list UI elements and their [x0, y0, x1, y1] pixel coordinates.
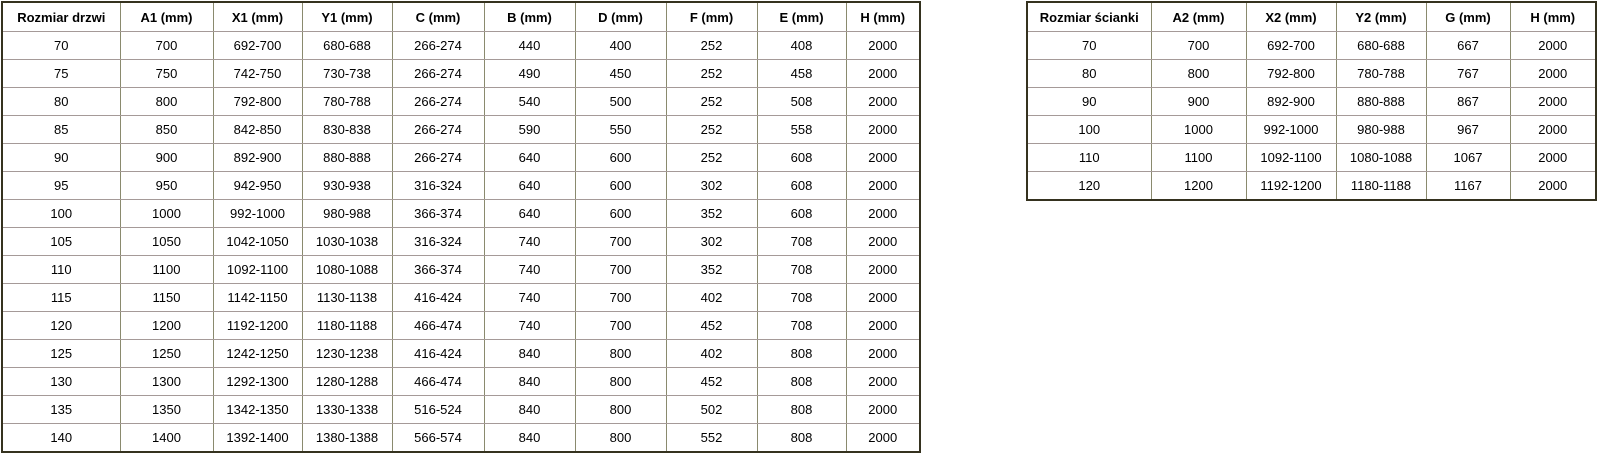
table-row: [2, 200, 920, 228]
table-cell: 1180-1188: [1336, 172, 1426, 201]
table-cell: 252: [666, 60, 757, 88]
table-cell: 110: [2, 256, 120, 284]
table-cell: 867: [1426, 88, 1510, 116]
table-cell: 416-424: [392, 284, 484, 312]
table-row: [1027, 32, 1596, 60]
table-cell: 708: [757, 284, 846, 312]
table-cell: 950: [120, 172, 213, 200]
table-cell: 366-374: [392, 200, 484, 228]
column-header: Y2 (mm): [1336, 2, 1426, 32]
table-cell: 402: [666, 284, 757, 312]
table-cell: 600: [575, 172, 666, 200]
table-cell: 70: [1027, 32, 1151, 60]
table-cell: 830-838: [302, 116, 392, 144]
table-cell: 967: [1426, 116, 1510, 144]
table-cell: 880-888: [1336, 88, 1426, 116]
table-cell: 1342-1350: [213, 396, 302, 424]
table-cell: 508: [757, 88, 846, 116]
table-cell: 1180-1188: [302, 312, 392, 340]
table-cell: 608: [757, 200, 846, 228]
table-row: [2, 60, 920, 88]
table-cell: 115: [2, 284, 120, 312]
table-row: [1027, 88, 1596, 116]
table-cell: 302: [666, 228, 757, 256]
table-cell: 2000: [846, 88, 920, 116]
table-cell: 302: [666, 172, 757, 200]
table-cell: 130: [2, 368, 120, 396]
column-header: X2 (mm): [1246, 2, 1336, 32]
table-cell: 2000: [1510, 32, 1596, 60]
table-cell: 2000: [1510, 60, 1596, 88]
table-row: [2, 144, 920, 172]
table-cell: 566-574: [392, 424, 484, 453]
table-cell: 502: [666, 396, 757, 424]
table-cell: 800: [575, 368, 666, 396]
column-header: A2 (mm): [1151, 2, 1246, 32]
table-cell: 1100: [120, 256, 213, 284]
table-cell: 1080-1088: [1336, 144, 1426, 172]
table-cell: 992-1000: [213, 200, 302, 228]
table-cell: 740: [484, 284, 575, 312]
table-cell: 640: [484, 172, 575, 200]
table-cell: 100: [2, 200, 120, 228]
table-cell: 930-938: [302, 172, 392, 200]
table-cell: 75: [2, 60, 120, 88]
table-cell: 452: [666, 312, 757, 340]
table-cell: 692-700: [1246, 32, 1336, 60]
table-cell: 110: [1027, 144, 1151, 172]
table-cell: 700: [575, 312, 666, 340]
table-cell: 730-738: [302, 60, 392, 88]
table-cell: 90: [2, 144, 120, 172]
table-cell: 266-274: [392, 144, 484, 172]
table-cell: 2000: [846, 60, 920, 88]
table-cell: 1130-1138: [302, 284, 392, 312]
table-cell: 266-274: [392, 60, 484, 88]
table-cell: 840: [484, 368, 575, 396]
table-row: [2, 396, 920, 424]
table-cell: 95: [2, 172, 120, 200]
table-cell: 780-788: [1336, 60, 1426, 88]
table-cell: 1350: [120, 396, 213, 424]
table-cell: 2000: [846, 116, 920, 144]
table-row: [2, 284, 920, 312]
table-cell: 1067: [1426, 144, 1510, 172]
table-cell: 700: [575, 228, 666, 256]
table-cell: 850: [120, 116, 213, 144]
table-cell: 880-888: [302, 144, 392, 172]
table-cell: 2000: [846, 340, 920, 368]
table-cell: 252: [666, 88, 757, 116]
table-cell: 408: [757, 32, 846, 60]
table-row: [2, 256, 920, 284]
table-cell: 640: [484, 200, 575, 228]
table-cell: 892-900: [213, 144, 302, 172]
table-cell: 140: [2, 424, 120, 453]
table-cell: 808: [757, 424, 846, 453]
table-cell: 590: [484, 116, 575, 144]
table-cell: 1167: [1426, 172, 1510, 201]
table-cell: 980-988: [302, 200, 392, 228]
column-header: Rozmiar ścianki: [1027, 2, 1151, 32]
table-cell: 1000: [120, 200, 213, 228]
table-cell: 808: [757, 368, 846, 396]
column-header: H (mm): [846, 2, 920, 32]
table-row: [2, 424, 920, 453]
table-cell: 680-688: [302, 32, 392, 60]
table-row: [2, 312, 920, 340]
table-cell: 1092-1100: [1246, 144, 1336, 172]
table-row: [1027, 144, 1596, 172]
table-cell: 840: [484, 340, 575, 368]
table-cell: 2000: [846, 256, 920, 284]
table-cell: 366-374: [392, 256, 484, 284]
column-header: E (mm): [757, 2, 846, 32]
table-row: [2, 88, 920, 116]
table-cell: 992-1000: [1246, 116, 1336, 144]
table-cell: 80: [1027, 60, 1151, 88]
table-cell: 742-750: [213, 60, 302, 88]
table-cell: 1100: [1151, 144, 1246, 172]
table-cell: 466-474: [392, 312, 484, 340]
table-cell: 608: [757, 144, 846, 172]
table-cell: 1400: [120, 424, 213, 453]
table-cell: 352: [666, 256, 757, 284]
table-cell: 700: [575, 284, 666, 312]
header-row: [1027, 2, 1596, 32]
table-row: [2, 32, 920, 60]
table-cell: 2000: [846, 200, 920, 228]
table-cell: 1150: [120, 284, 213, 312]
table-cell: 1200: [120, 312, 213, 340]
table-cell: 558: [757, 116, 846, 144]
table-cell: 252: [666, 144, 757, 172]
table-cell: 808: [757, 396, 846, 424]
table-row: [1027, 172, 1596, 201]
table-cell: 2000: [1510, 144, 1596, 172]
table-cell: 800: [575, 424, 666, 453]
table-cell: 800: [575, 396, 666, 424]
table-cell: 800: [575, 340, 666, 368]
table-cell: 700: [1151, 32, 1246, 60]
column-header: A1 (mm): [120, 2, 213, 32]
table-cell: 792-800: [1246, 60, 1336, 88]
table-cell: 1192-1200: [213, 312, 302, 340]
table-cell: 708: [757, 256, 846, 284]
table-cell: 1142-1150: [213, 284, 302, 312]
table-cell: 450: [575, 60, 666, 88]
table-cell: 1080-1088: [302, 256, 392, 284]
table-cell: 700: [575, 256, 666, 284]
table-cell: 792-800: [213, 88, 302, 116]
table-cell: 70: [2, 32, 120, 60]
table-cell: 640: [484, 144, 575, 172]
table-cell: 1292-1300: [213, 368, 302, 396]
table-cell: 840: [484, 424, 575, 453]
table-cell: 416-424: [392, 340, 484, 368]
table-cell: 252: [666, 32, 757, 60]
column-header: F (mm): [666, 2, 757, 32]
table-cell: 466-474: [392, 368, 484, 396]
table-cell: 352: [666, 200, 757, 228]
table-cell: 980-988: [1336, 116, 1426, 144]
table-cell: 550: [575, 116, 666, 144]
table-cell: 266-274: [392, 32, 484, 60]
table-cell: 2000: [1510, 88, 1596, 116]
table-cell: 1230-1238: [302, 340, 392, 368]
table-cell: 252: [666, 116, 757, 144]
table-cell: 2000: [846, 144, 920, 172]
table-cell: 266-274: [392, 88, 484, 116]
table-cell: 608: [757, 172, 846, 200]
table-cell: 740: [484, 256, 575, 284]
table-cell: 600: [575, 144, 666, 172]
table-cell: 316-324: [392, 172, 484, 200]
table-cell: 942-950: [213, 172, 302, 200]
table-row: [2, 368, 920, 396]
table-cell: 1030-1038: [302, 228, 392, 256]
table-cell: 2000: [846, 312, 920, 340]
table-cell: 1092-1100: [213, 256, 302, 284]
table-cell: 440: [484, 32, 575, 60]
table-cell: 2000: [846, 284, 920, 312]
table-cell: 740: [484, 228, 575, 256]
table-cell: 840: [484, 396, 575, 424]
table-cell: 692-700: [213, 32, 302, 60]
table-cell: 402: [666, 340, 757, 368]
table-cell: 490: [484, 60, 575, 88]
table-cell: 767: [1426, 60, 1510, 88]
table-cell: 1200: [1151, 172, 1246, 201]
table-cell: 2000: [846, 228, 920, 256]
table-cell: 708: [757, 228, 846, 256]
table-cell: 2000: [1510, 116, 1596, 144]
table-cell: 1280-1288: [302, 368, 392, 396]
table-cell: 2000: [846, 172, 920, 200]
table-cell: 266-274: [392, 116, 484, 144]
table-cell: 700: [120, 32, 213, 60]
table-cell: 2000: [846, 396, 920, 424]
table-cell: 1380-1388: [302, 424, 392, 453]
table-row: [2, 340, 920, 368]
table-cell: 1242-1250: [213, 340, 302, 368]
column-header: Rozmiar drzwi: [2, 2, 120, 32]
table-row: [1027, 116, 1596, 144]
table-cell: 900: [1151, 88, 1246, 116]
table-cell: 900: [120, 144, 213, 172]
table-cell: 600: [575, 200, 666, 228]
table-row: [2, 116, 920, 144]
table-row: [1027, 60, 1596, 88]
table-cell: 135: [2, 396, 120, 424]
table-cell: 800: [120, 88, 213, 116]
table-cell: 780-788: [302, 88, 392, 116]
table-cell: 842-850: [213, 116, 302, 144]
column-header: H (mm): [1510, 2, 1596, 32]
table-cell: 552: [666, 424, 757, 453]
table-cell: 458: [757, 60, 846, 88]
table-cell: 1392-1400: [213, 424, 302, 453]
column-header: B (mm): [484, 2, 575, 32]
table-cell: 500: [575, 88, 666, 116]
table-cell: 667: [1426, 32, 1510, 60]
table-cell: 800: [1151, 60, 1246, 88]
table-cell: 540: [484, 88, 575, 116]
table-cell: 2000: [1510, 172, 1596, 201]
table-cell: 120: [2, 312, 120, 340]
table-cell: 1330-1338: [302, 396, 392, 424]
column-header: X1 (mm): [213, 2, 302, 32]
door-sizes-table: [1, 1, 921, 453]
table-cell: 1050: [120, 228, 213, 256]
table-cell: 85: [2, 116, 120, 144]
table-cell: 892-900: [1246, 88, 1336, 116]
table-cell: 808: [757, 340, 846, 368]
table-cell: 316-324: [392, 228, 484, 256]
column-header: G (mm): [1426, 2, 1510, 32]
table-row: [2, 172, 920, 200]
column-header: Y1 (mm): [302, 2, 392, 32]
table-cell: 452: [666, 368, 757, 396]
column-header: D (mm): [575, 2, 666, 32]
table-cell: 125: [2, 340, 120, 368]
table-cell: 1042-1050: [213, 228, 302, 256]
table-cell: 120: [1027, 172, 1151, 201]
table-cell: 1250: [120, 340, 213, 368]
column-header: C (mm): [392, 2, 484, 32]
table-cell: 750: [120, 60, 213, 88]
table-cell: 708: [757, 312, 846, 340]
table-cell: 2000: [846, 368, 920, 396]
header-row: [2, 2, 920, 32]
table-cell: 80: [2, 88, 120, 116]
table-cell: 400: [575, 32, 666, 60]
table-cell: 90: [1027, 88, 1151, 116]
wall-sizes-table: [1026, 1, 1597, 201]
table-cell: 740: [484, 312, 575, 340]
table-cell: 516-524: [392, 396, 484, 424]
table-row: [2, 228, 920, 256]
table-cell: 2000: [846, 32, 920, 60]
table-cell: 1192-1200: [1246, 172, 1336, 201]
table-cell: 2000: [846, 424, 920, 453]
table-cell: 1300: [120, 368, 213, 396]
table-cell: 100: [1027, 116, 1151, 144]
table-cell: 105: [2, 228, 120, 256]
table-cell: 680-688: [1336, 32, 1426, 60]
table-cell: 1000: [1151, 116, 1246, 144]
